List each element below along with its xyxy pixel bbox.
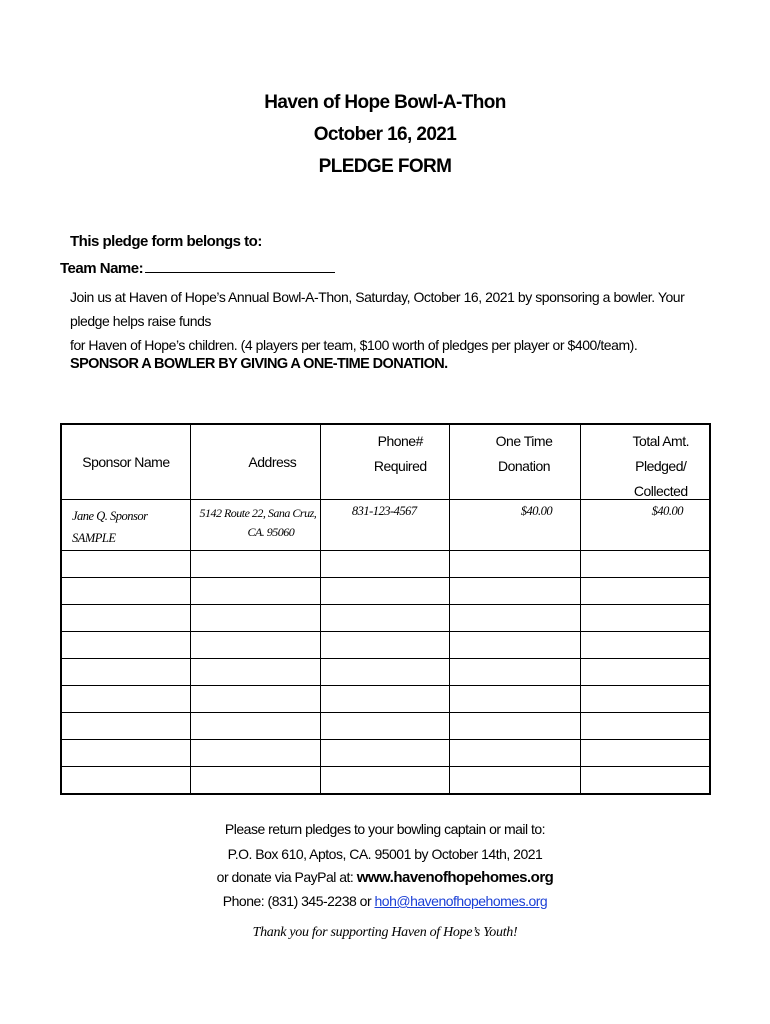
- table-row[interactable]: [61, 767, 710, 795]
- blank-cell[interactable]: [321, 632, 449, 659]
- sample-address-cell: 5142 Route 22, Sana Cruz, CA. 95060: [190, 500, 320, 551]
- blank-cell[interactable]: [61, 740, 190, 767]
- table-header-row: [61, 424, 710, 500]
- sample-phone-cell: 831-123-4567: [321, 500, 449, 551]
- thank-you-note: Thank you for supporting Haven of Hope’s Youth!: [252, 925, 518, 940]
- blank-cell[interactable]: [581, 713, 710, 740]
- blank-cell[interactable]: [190, 632, 320, 659]
- blank-cell[interactable]: [581, 632, 710, 659]
- blank-cell[interactable]: [61, 551, 190, 578]
- blank-cell[interactable]: [190, 740, 320, 767]
- blank-cell[interactable]: [190, 605, 320, 632]
- sample-name-cell: Jane Q. Sponsor SAMPLE: [61, 500, 190, 551]
- event-date: October 16, 2021: [313, 124, 457, 145]
- phone-text: Phone: (831) 345-2238 or: [222, 893, 375, 909]
- blank-cell[interactable]: [61, 605, 190, 632]
- mailing-address: P.O. Box 610, Aptos, CA. 95001 by October 14th, 2021: [227, 846, 543, 862]
- table-row[interactable]: [61, 605, 710, 632]
- team-name-label: Team Name:: [60, 260, 144, 277]
- blank-cell[interactable]: [581, 740, 710, 767]
- blank-cell[interactable]: [581, 767, 710, 795]
- intro-line-1: Join us at Haven of Hope’s Annual Bowl-A-Thon, Saturday, October 16, 2021 by sponsoring a bowler. Your pledge helps raise funds: [70, 289, 685, 329]
- paypal-line: [0, 869, 770, 886]
- header-address: Address: [190, 424, 320, 500]
- header-total: Total Amt. Pledged/ Collected: [581, 424, 710, 500]
- blank-cell[interactable]: [449, 659, 580, 686]
- blank-cell[interactable]: [61, 713, 190, 740]
- table-row[interactable]: [61, 578, 710, 605]
- blank-cell[interactable]: [449, 767, 580, 795]
- blank-cell[interactable]: [581, 605, 710, 632]
- blank-cell[interactable]: [190, 551, 320, 578]
- blank-cell[interactable]: [321, 659, 449, 686]
- email-link[interactable]: hoh@havenofhopehomes.org: [374, 893, 548, 909]
- blank-cell[interactable]: [321, 767, 449, 795]
- sponsor-heading: SPONSOR A BOWLER BY GIVING A ONE-TIME DONATION.: [70, 356, 448, 372]
- team-name-field[interactable]: [145, 259, 335, 273]
- header-donation: One Time Donation: [449, 424, 580, 500]
- header-sponsor-name: Sponsor Name: [61, 424, 190, 500]
- blank-cell[interactable]: [581, 686, 710, 713]
- pledge-table: [60, 423, 711, 795]
- sample-row: [61, 500, 710, 551]
- table-row[interactable]: [61, 632, 710, 659]
- blank-cell[interactable]: [61, 686, 190, 713]
- blank-cell[interactable]: [61, 578, 190, 605]
- blank-cell[interactable]: [449, 632, 580, 659]
- contact-line: [0, 893, 770, 909]
- blank-cell[interactable]: [321, 713, 449, 740]
- table-row[interactable]: [61, 740, 710, 767]
- blank-cell[interactable]: [61, 659, 190, 686]
- blank-cell[interactable]: [190, 713, 320, 740]
- blank-cell[interactable]: [581, 551, 710, 578]
- blank-cell[interactable]: [449, 578, 580, 605]
- blank-cell[interactable]: [449, 740, 580, 767]
- blank-cell[interactable]: [581, 659, 710, 686]
- belongs-to-label: This pledge form belongs to:: [70, 233, 262, 250]
- blank-cell[interactable]: [321, 578, 449, 605]
- table-row[interactable]: [61, 659, 710, 686]
- blank-cell[interactable]: [449, 605, 580, 632]
- table-row[interactable]: [61, 686, 710, 713]
- blank-cell[interactable]: [321, 605, 449, 632]
- paypal-prefix: or donate via PayPal at:: [216, 869, 357, 885]
- blank-cell[interactable]: [449, 713, 580, 740]
- blank-cell[interactable]: [190, 686, 320, 713]
- sample-total-cell: $40.00: [581, 500, 710, 551]
- blank-cell[interactable]: [61, 632, 190, 659]
- blank-cell[interactable]: [321, 740, 449, 767]
- blank-cell[interactable]: [321, 551, 449, 578]
- event-title: Haven of Hope Bowl-A-Thon: [264, 92, 506, 113]
- blank-cell[interactable]: [449, 551, 580, 578]
- return-instructions: Please return pledges to your bowling captain or mail to:: [224, 821, 546, 837]
- table-row[interactable]: [61, 713, 710, 740]
- blank-cell[interactable]: [190, 767, 320, 795]
- website-url[interactable]: www.havenofhopehomes.org: [356, 869, 554, 886]
- blank-cell[interactable]: [581, 578, 710, 605]
- blank-cell[interactable]: [190, 659, 320, 686]
- sample-donation-cell: $40.00: [449, 500, 580, 551]
- team-name-row: [60, 259, 335, 277]
- table-row[interactable]: [61, 551, 710, 578]
- intro-line-2: for Haven of Hope’s children. (4 players per team, $100 worth of pledges per player or $400/team).: [70, 337, 638, 353]
- blank-cell[interactable]: [190, 578, 320, 605]
- intro-paragraph: [70, 285, 720, 357]
- blank-cell[interactable]: [449, 686, 580, 713]
- form-title: PLEDGE FORM: [318, 156, 452, 177]
- blank-cell[interactable]: [321, 686, 449, 713]
- header-phone: Phone# Required: [321, 424, 449, 500]
- blank-cell[interactable]: [61, 767, 190, 795]
